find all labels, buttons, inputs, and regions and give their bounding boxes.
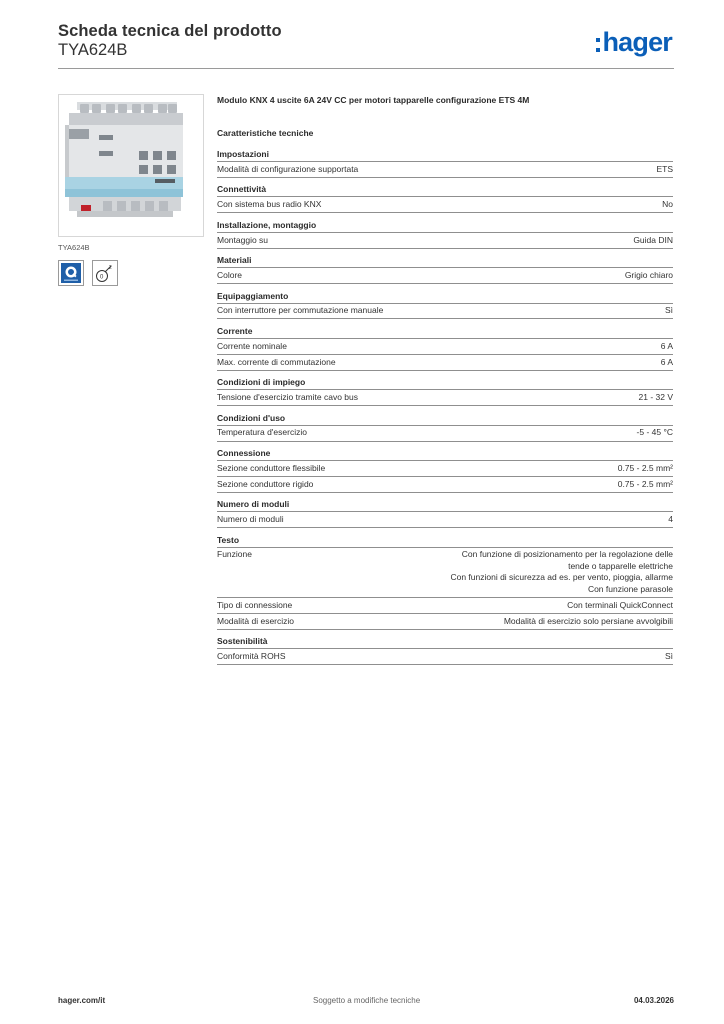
spec-label: Max. corrente di commutazione — [217, 356, 336, 367]
spec-group — [217, 535, 673, 630]
spec-row — [217, 304, 673, 320]
spec-value-line: tende o tapparelle elettriche — [568, 560, 673, 571]
spec-row — [217, 355, 673, 371]
hager-logo[interactable] — [596, 28, 672, 56]
spec-value-line: Con funzione di posizionamento per la regolazione delle — [461, 549, 673, 560]
spec-value-line: 0.75 - 2.5 mm² — [617, 478, 673, 489]
key-access-icon — [92, 260, 118, 286]
spec-value-line: Sì — [664, 305, 673, 316]
spec-value-line: ETS — [656, 163, 673, 174]
spec-value — [567, 600, 673, 612]
spec-group — [217, 184, 673, 213]
spec-value — [504, 616, 673, 628]
spec-label: Colore — [217, 269, 243, 280]
spec-group-title: Numero di moduli — [217, 499, 673, 512]
spec-value-line: Con funzioni di sicurezza ad es. per vento, pioggia, allarme — [450, 572, 673, 583]
spec-value-line: Con funzione parasole — [587, 583, 673, 594]
logo-wordmark: hager — [602, 27, 672, 57]
product-code: TYA624B — [58, 41, 128, 59]
spec-label: Modalità di configurazione supportata — [217, 163, 359, 174]
spec-value — [656, 164, 673, 176]
spec-group — [217, 413, 673, 442]
product-sidebar — [58, 94, 204, 286]
technical-specifications — [217, 94, 673, 665]
spec-group — [217, 255, 673, 284]
logo-colon-icon — [596, 38, 600, 52]
spec-row — [217, 512, 673, 528]
spec-row — [217, 548, 673, 598]
spec-group — [217, 149, 673, 178]
product-description: Modulo KNX 4 uscite 6A 24V CC per motori tapparelle configurazione ETS 4M — [217, 95, 530, 105]
spec-value-line: Modalità di esercizio solo persiane avvolgibili — [503, 615, 673, 626]
spec-value — [450, 549, 673, 595]
spec-group — [217, 220, 673, 249]
spec-value-line: 21 - 32 V — [638, 392, 673, 403]
spec-label: Tipo di connessione — [217, 599, 293, 610]
spec-value — [665, 651, 673, 663]
spec-row — [217, 197, 673, 213]
footer-website-link[interactable]: hager.com/it — [58, 996, 106, 1005]
spec-label: Tensione d'esercizio tramite cavo bus — [217, 392, 358, 403]
svg-text:2: 2 — [109, 265, 112, 271]
spec-row — [217, 162, 673, 178]
spec-value-line: -5 - 45 °C — [636, 427, 673, 438]
spec-label: Modalità di esercizio — [217, 615, 295, 626]
spec-label: Montaggio su — [217, 234, 269, 245]
spec-group — [217, 326, 673, 371]
spec-value-line: Grigio chiaro — [624, 269, 673, 280]
header-divider — [58, 68, 674, 69]
knx-din-rail-module-image — [58, 94, 204, 237]
spec-value — [637, 427, 673, 439]
spec-value-line: 6 A — [660, 340, 673, 351]
spec-row — [217, 233, 673, 249]
spec-value — [625, 270, 673, 282]
spec-label: Conformità ROHS — [217, 651, 286, 662]
spec-row — [217, 614, 673, 630]
spec-value-line: Sì — [664, 651, 673, 662]
spec-label: Corrente nominale — [217, 340, 287, 351]
spec-row — [217, 649, 673, 665]
spec-group — [217, 499, 673, 528]
spec-row — [217, 339, 673, 355]
spec-label: Funzione — [217, 549, 252, 560]
footer-note: Soggetto a modifiche tecniche — [313, 996, 421, 1005]
spec-value-line: 4 — [668, 514, 673, 525]
spec-value-line: No — [662, 199, 673, 210]
spec-label: Sezione conduttore flessibile — [217, 462, 326, 473]
spec-group — [217, 291, 673, 320]
spec-row — [217, 477, 673, 493]
page-title: Scheda tecnica del prodotto — [58, 22, 282, 40]
spec-row — [217, 426, 673, 442]
spec-value — [633, 235, 673, 247]
spec-group-title: Testo — [217, 535, 673, 548]
spec-group-title: Impostazioni — [217, 149, 673, 162]
spec-value-line: 6 A — [660, 356, 673, 367]
spec-group-title: Connessione — [217, 448, 673, 461]
spec-value — [662, 199, 673, 211]
page-header — [58, 20, 674, 68]
spec-label: Numero di moduli — [217, 514, 284, 525]
spec-group-title: Condizioni d'uso — [217, 413, 673, 426]
spec-value — [665, 305, 673, 317]
spec-groups — [217, 149, 673, 665]
spec-row — [217, 390, 673, 406]
spec-group — [217, 377, 673, 406]
spec-group-title: Connettività — [217, 184, 673, 197]
spec-group — [217, 636, 673, 665]
spec-value — [661, 341, 673, 353]
spec-value — [668, 514, 673, 526]
spec-group-title: Sostenibilità — [217, 636, 673, 649]
spec-row — [217, 268, 673, 284]
spec-section-heading: Caratteristiche tecniche — [217, 128, 314, 138]
spec-value — [618, 463, 673, 475]
quality-certification-icon — [58, 260, 84, 286]
certification-icons — [58, 260, 204, 286]
spec-value-line: 0.75 - 2.5 mm² — [617, 462, 673, 473]
spec-row — [217, 461, 673, 477]
spec-value — [618, 479, 673, 491]
spec-label: Sezione conduttore rigido — [217, 478, 314, 489]
spec-group-title: Equipaggiamento — [217, 291, 673, 304]
spec-row — [217, 598, 673, 614]
spec-label: Con sistema bus radio KNX — [217, 199, 322, 210]
spec-group — [217, 448, 673, 493]
spec-label: Con interruttore per commutazione manuale — [217, 305, 384, 316]
product-image-caption: TYA624B — [58, 243, 90, 252]
spec-group-title: Installazione, montaggio — [217, 220, 673, 233]
spec-group-title: Materiali — [217, 255, 673, 268]
spec-group-title: Corrente — [217, 326, 673, 339]
spec-value-line: Con terminali QuickConnect — [567, 599, 673, 610]
spec-value-line: Guida DIN — [633, 234, 673, 245]
svg-text:0: 0 — [100, 274, 104, 281]
spec-value — [661, 357, 673, 369]
spec-label: Temperatura d'esercizio — [217, 427, 307, 438]
spec-group-title: Condizioni di impiego — [217, 377, 673, 390]
footer-date: 04.03.2026 — [633, 996, 674, 1005]
spec-value — [639, 392, 674, 404]
